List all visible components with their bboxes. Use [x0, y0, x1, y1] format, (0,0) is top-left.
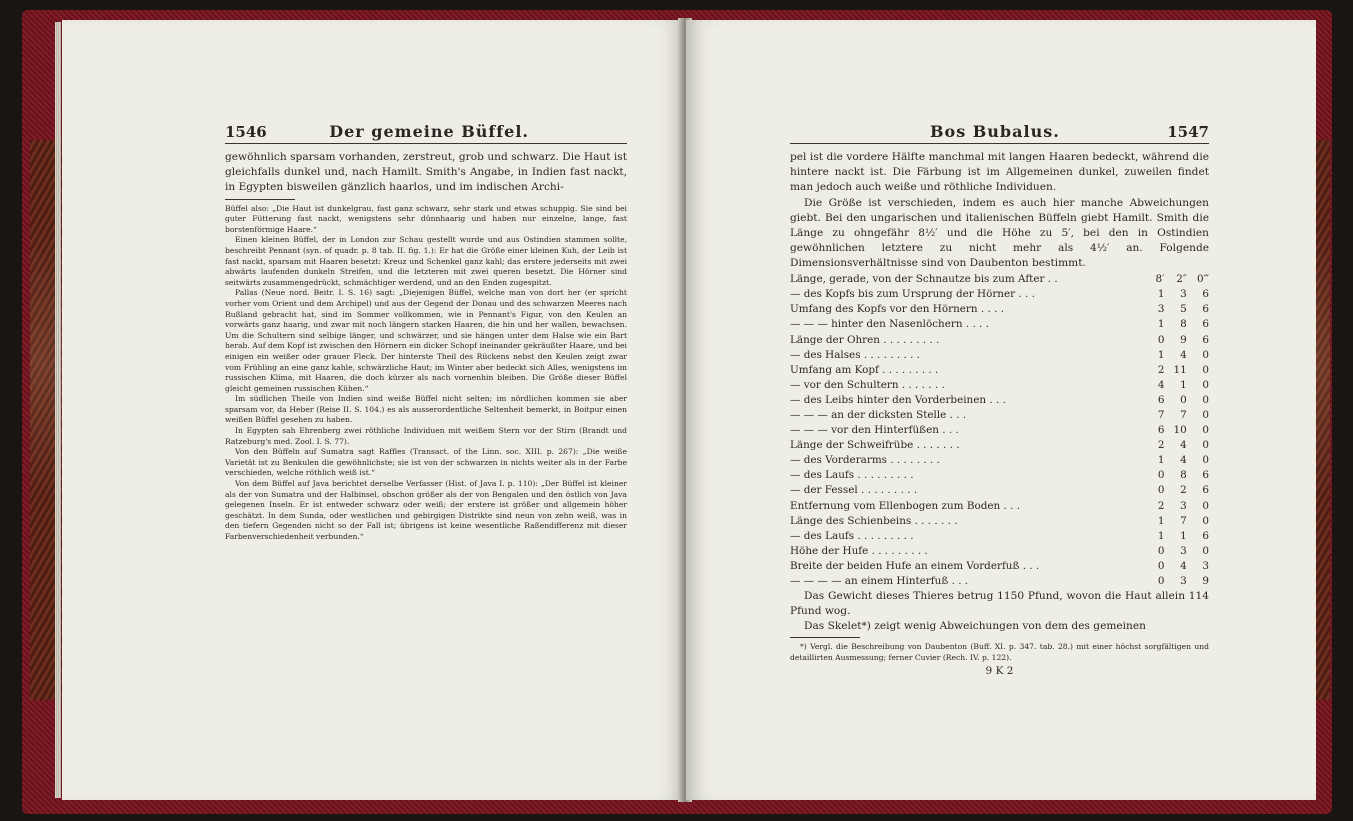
measurement-row	[790, 317, 1209, 332]
footnote-rule	[225, 199, 295, 200]
measurement-label: — des Kopfs bis zum Ursprung der Hörner . . .	[790, 288, 1035, 301]
measurement-table	[790, 272, 1209, 589]
measurement-label: Höhe der Hufe . . . . . . . . .	[790, 544, 928, 557]
measurement-row	[790, 272, 1209, 287]
measurement-lines: 0	[1202, 514, 1209, 527]
measurement-inches: 4	[1180, 454, 1187, 467]
footnote-rule	[790, 637, 860, 638]
measurement-label: — — — hinter den Nasenlöchern . . . .	[790, 318, 989, 331]
measurement-lines: 6	[1202, 484, 1209, 497]
measurement-lines: 6	[1202, 303, 1209, 316]
measurement-row	[790, 483, 1209, 498]
measurement-feet: 0	[1157, 559, 1165, 572]
footnote-paragraph: Pallas (Neue nord. Beitr. I. S. 16) sagt: „Diejenigen Büffel, welche man von dort her (er spricht vorher vom Orient und dem Archipel) und aus der Gegend der Donau und des schwarzen Meeres nach Rußland gebracht hat, sind im Sommer vollkommen, wie in Pennant's Figur, von den Keulen an vorwärts ganz haarig, und zwar mit noch längern starken Haaren, die hin und her wallen, bewachsen. Um die Schultern sind selbige länger, und schwärzer, und sie hängen unter dem Halse wie ein Bart herab. Auf dem Kopf ist zwischen den Hörnern ein dicker Schopf ineinander gekräußter Haare, und bei einigen ein weißer oder grauer Fleck. Der hinterste Theil des Rückens nebst den Keulen zeigt zwar vom Frühling an eine ganz kahle, schwärzliche Haut; im Winter aber bedeckt sich Alles, wenigstens im russischen Klima, mit Haaren, die doch kürzer als nach vornenhin bleiben. Die Größe dieser Büffel gleicht gemeinen russischen Kühen.“	[225, 288, 627, 393]
measurement-label: Länge der Schweifrübe . . . . . . .	[790, 439, 960, 452]
footnote	[790, 642, 1209, 663]
measurement-lines: 0	[1202, 424, 1209, 437]
paragraph: Die Größe ist verschieden, indem es auch hier manche Abweichungen giebt. Bei den ungarischen und italienischen Büffeln giebt Hamilt. Smith die Länge zu ohngefähr 8½′ und die Höhe zu 5′, bei den in Ostindien gewöhnlichen letztere zu nicht mehr als 4½′ an. Folgende Dimensionsverhältnisse sind von Daubenton bestimmt.	[790, 196, 1209, 270]
footnote-paragraph: Von dem Büffel auf Java berichtet derselbe Verfasser (Hist. of Java I. p. 110): „Der Büffel ist kleiner als der von Sumatra und der Halbinsel, obschon größer als der von Bengalen und den östlich von Java gelegenen Inseln. Er ist entweder schwarz oder weiß; der erstere ist größer und allgemein höher geschätzt. In dem Sunda, oder westlichen und gebirgigen Distrikte sind neun von zehn weiß, was in den tiefern Gegenden nicht so der Fall ist; übrigens ist keine wesentliche Raßendifferenz mit dieser Farbenverschiedenheit verbunden.“	[225, 479, 627, 542]
right-page-content	[790, 122, 1209, 677]
measurement-inches: 10	[1173, 424, 1187, 437]
measurement-row	[790, 513, 1209, 528]
measurement-label: Länge, gerade, von der Schnautze bis zum After . .	[790, 273, 1058, 286]
body-text	[225, 150, 627, 196]
measurement-inches: 2	[1180, 484, 1187, 497]
measurement-label: — — — an der dicksten Stelle . . .	[790, 409, 967, 422]
footnote-paragraph: In Egypten sah Ehrenberg zwei röthliche Individuen mit weißem Stern vor der Stirn (Brandt und Ratzeburg's med. Zool. I. S. 77).	[225, 426, 627, 446]
measurement-lines: 0	[1202, 348, 1209, 361]
measurement-row	[790, 453, 1209, 468]
measurement-inches: 0	[1180, 393, 1187, 406]
measurement-feet: 3	[1157, 303, 1165, 316]
measurement-row	[790, 302, 1209, 317]
measurement-lines: 6	[1202, 469, 1209, 482]
measurement-inches: 4	[1180, 439, 1187, 452]
measurement-feet: 0	[1157, 575, 1165, 588]
measurement-row	[790, 362, 1209, 377]
measurement-label: — des Leibs hinter den Vorderbeinen . . .	[790, 393, 1006, 406]
left-page	[62, 20, 684, 800]
measurement-row	[790, 574, 1209, 589]
measurement-feet: 0	[1157, 333, 1165, 346]
measurement-lines: 0	[1202, 439, 1209, 452]
measurement-label: — — — — an einem Hinterfuß . . .	[790, 575, 969, 588]
measurement-row	[790, 423, 1209, 438]
footnote-paragraph: Büffel also: „Die Haut ist dunkelgrau, fast ganz schwarz, sehr stark und etwas schuppig. Sie sind bei guter Fütterung fast nackt, wenigstens sehr dünnhaarig und haben nur einzelne, lange, fast borstenförmige Haare.“	[225, 203, 627, 234]
measurement-label: Länge der Ohren . . . . . . . . .	[790, 333, 940, 346]
measurement-label: — des Laufs . . . . . . . . .	[790, 469, 914, 482]
measurement-feet: 1	[1157, 288, 1165, 301]
footnote-paragraph: Von den Büffeln auf Sumatra sagt Raffles (Transact. of the Linn. soc. XIII. p. 267): „Die weiße Varietät ist zu Benkulen die gewöhnlichste; sie ist von der schwarzen in nichts weiter als in der Farbe verschieden, welche röthlich weiß ist.“	[225, 447, 627, 478]
measurement-label: — des Laufs . . . . . . . . .	[790, 529, 914, 542]
measurement-row	[790, 543, 1209, 558]
measurement-row	[790, 377, 1209, 392]
measurement-lines: 0	[1202, 499, 1209, 512]
measurement-feet: 1	[1157, 514, 1165, 527]
paragraph: Das Skelet*) zeigt wenig Abweichungen von dem des gemeinen	[804, 620, 1146, 632]
measurement-label: — vor den Schultern . . . . . . .	[790, 378, 945, 391]
measurement-row	[790, 392, 1209, 407]
measurement-row	[790, 347, 1209, 362]
paragraph: Das Gewicht dieses Thieres betrug 1150 Pfund, wovon die Haut allein 114 Pfund wog.	[790, 589, 1209, 617]
measurement-inches: 3	[1180, 288, 1187, 301]
page-number: 1547	[1167, 123, 1209, 141]
footnote-paragraph: Einen kleinen Büffel, der in London zur Schau gestellt wurde und aus Ostindien stammen sollte, beschreibt Pennant (syn. of quadr. p. 8 tab. II. fig. 1.): Er hat die Größe einer kleinen Kuh, der Leib ist fast nackt, sparsam mit Haaren besetzt: Kreuz und Schenkel ganz kahl; das erstere jederseits mit zwei abwärts laufenden dunkeln Streifen, und die letzteren mit zwei queren besetzt. Die Hörner sind seitwärts zusammengedrückt, schmächtiger werdend, und an den Enden zugespitzt.	[225, 235, 627, 287]
running-head	[225, 122, 627, 144]
measurement-inches: 8	[1180, 318, 1187, 331]
paragraph: gewöhnlich sparsam vorhanden, zerstreut, grob und schwarz. Die Haut ist gleichfalls dunkel und, nach Hamilt. Smith's Angabe, in Indien fast nackt, in Egypten bisweilen gänzlich haarlos, und im indischen Archi-	[225, 151, 627, 194]
measurement-lines: 0	[1202, 363, 1209, 376]
measurement-lines: 0‴	[1196, 273, 1209, 286]
measurement-row	[790, 468, 1209, 483]
measurement-feet: 6	[1157, 424, 1165, 437]
measurement-inches: 4	[1180, 559, 1187, 572]
measurement-inches: 11	[1173, 363, 1187, 376]
measurement-inches: 1	[1180, 529, 1187, 542]
measurement-inches: 3	[1180, 499, 1187, 512]
measurement-lines: 6	[1202, 318, 1209, 331]
measurement-inches: 3	[1180, 544, 1187, 557]
measurement-label: Umfang am Kopf . . . . . . . . .	[790, 363, 939, 376]
measurement-lines: 3	[1202, 559, 1209, 572]
measurement-inches: 9	[1180, 333, 1187, 346]
measurement-row	[790, 438, 1209, 453]
running-head	[790, 122, 1209, 144]
measurement-feet: 4	[1157, 378, 1165, 391]
measurement-feet: 0	[1157, 469, 1165, 482]
measurement-feet: 1	[1157, 318, 1165, 331]
measurement-row	[790, 332, 1209, 347]
measurement-feet: 1	[1157, 454, 1165, 467]
measurement-inches: 4	[1180, 348, 1187, 361]
left-page-content	[225, 122, 627, 543]
measurement-feet: 2	[1157, 499, 1165, 512]
measurement-inches: 5	[1180, 303, 1187, 316]
measurement-feet: 1	[1157, 529, 1165, 542]
measurement-inches: 3	[1180, 575, 1187, 588]
measurement-inches: 2″	[1176, 273, 1187, 286]
measurement-label: Länge des Schienbeins . . . . . . .	[790, 514, 958, 527]
measurement-lines: 0	[1202, 393, 1209, 406]
measurement-feet: 7	[1157, 409, 1165, 422]
measurement-table-body	[790, 272, 1209, 589]
measurement-feet: 0	[1157, 544, 1165, 557]
measurement-feet: 6	[1157, 393, 1165, 406]
body-text	[790, 150, 1209, 272]
page-number: 1546	[225, 123, 267, 141]
measurement-lines: 0	[1202, 409, 1209, 422]
measurement-lines: 0	[1202, 378, 1209, 391]
measurement-feet: 2	[1157, 439, 1165, 452]
measurement-inches: 7	[1180, 409, 1187, 422]
signature-mark: 9 K 2	[985, 665, 1014, 678]
running-title: Der gemeine Büffel.	[329, 122, 529, 141]
measurement-lines: 6	[1202, 333, 1209, 346]
measurement-inches: 7	[1180, 514, 1187, 527]
measurement-feet: 1	[1157, 348, 1165, 361]
measurement-label: — — — vor den Hinterfüßen . . .	[790, 424, 959, 437]
measurement-feet: 0	[1157, 484, 1165, 497]
footnote-paragraph: Im südlichen Theile von Indien sind weiße Büffel nicht selten; im nördlichen kommen sie aber sparsam vor, da Heber (Reise II. S. 104.) es als ausserordentliche Seltenheit bemerkt, in Boitpur einen weißen Büffel gesehen zu haben.	[225, 394, 627, 425]
measurement-label: — des Halses . . . . . . . . .	[790, 348, 920, 361]
footnote-paragraph: *) Vergl. die Beschreibung von Daubenton (Buff. XI. p. 347. tab. 28.) mit einer höchst sorgfältigen und detaillirten Ausmessung; ferner Cuvier (Rech. IV. p. 122).	[790, 642, 1209, 662]
measurement-label: Breite der beiden Hufe an einem Vorderfuß . . .	[790, 559, 1040, 572]
measurement-feet: 8′	[1155, 273, 1165, 286]
measurement-row	[790, 498, 1209, 513]
body-text-continued	[790, 589, 1209, 635]
measurement-label: Entfernung vom Ellenbogen zum Boden . . .	[790, 499, 1021, 512]
footnote	[225, 204, 627, 543]
measurement-lines: 0	[1202, 454, 1209, 467]
measurement-label: — der Fessel . . . . . . . . .	[790, 484, 918, 497]
measurement-row	[790, 528, 1209, 543]
measurement-lines: 0	[1202, 544, 1209, 557]
measurement-feet: 2	[1157, 363, 1165, 376]
right-page	[686, 20, 1316, 800]
running-title: Bos Bubalus.	[930, 122, 1060, 141]
page-edges-left	[55, 22, 61, 798]
paragraph: pel ist die vordere Hälfte manchmal mit langen Haaren bedeckt, während die hintere nackt ist. Die Färbung ist im Allgemeinen dunkel, zuweilen findet man jedoch auch weiße und röthliche Individuen.	[790, 151, 1209, 194]
measurement-label: Umfang des Kopfs vor den Hörnern . . . .	[790, 303, 1005, 316]
measurement-inches: 8	[1180, 469, 1187, 482]
measurement-lines: 6	[1202, 529, 1209, 542]
measurement-lines: 6	[1202, 288, 1209, 301]
measurement-inches: 1	[1180, 378, 1187, 391]
measurement-row	[790, 287, 1209, 302]
measurement-row	[790, 407, 1209, 422]
measurement-label: — des Vorderarms . . . . . . . .	[790, 454, 940, 467]
measurement-row	[790, 558, 1209, 573]
measurement-lines: 9	[1202, 575, 1209, 588]
